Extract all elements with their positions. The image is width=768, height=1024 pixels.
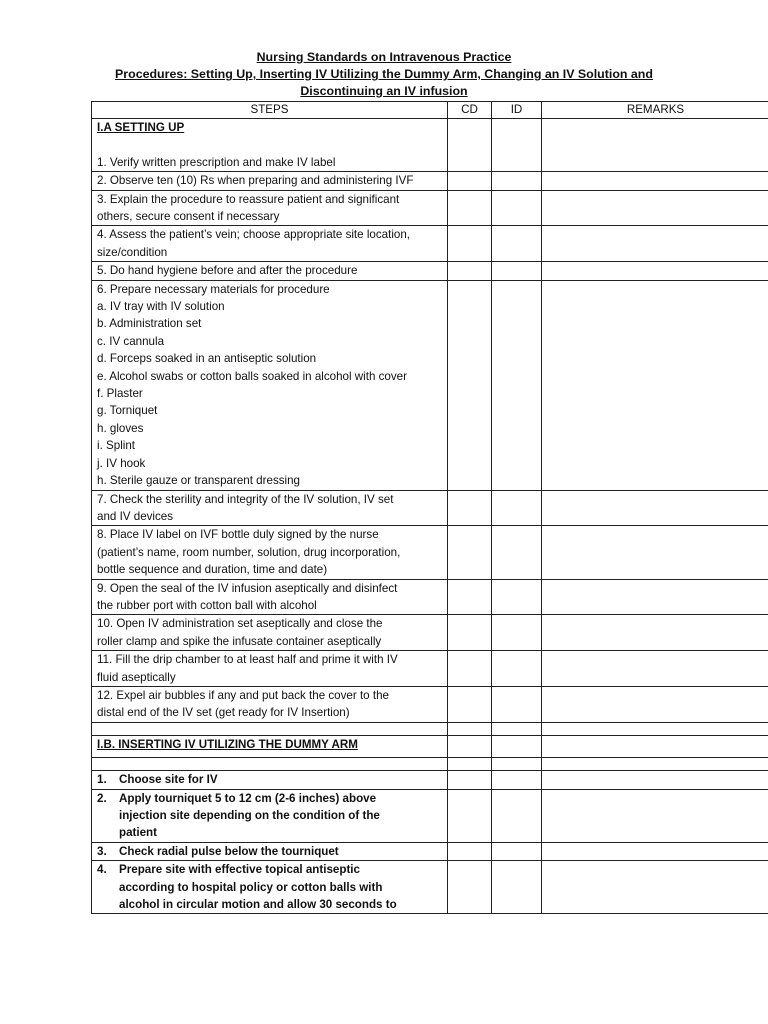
section-b-rows (92, 771, 768, 914)
step-cell (92, 119, 448, 172)
step-text: 11. Fill the drip chamber to at least half and prime it with IV (97, 653, 398, 667)
table-row (92, 579, 768, 615)
step-text: j. IV hook (97, 456, 146, 470)
step-text: 1. Verify written prescription and make IV label (97, 155, 336, 169)
id-cell[interactable] (492, 722, 542, 735)
remarks-cell[interactable] (542, 490, 768, 526)
section-heading-setting-up: I.A SETTING UP (97, 121, 185, 134)
step-text: f. Plaster (97, 387, 143, 401)
table-row (92, 615, 768, 651)
step-cell (92, 226, 448, 262)
cd-cell[interactable] (448, 771, 492, 789)
column-header-steps: STEPS (92, 102, 448, 119)
step-text: roller clamp and spike the infusate container aseptically (97, 634, 382, 648)
step-text: Prepare site with effective topical antiseptic (119, 863, 360, 877)
step-text: 5. Do hand hygiene before and after the procedure (97, 264, 358, 278)
step-text: e. Alcohol swabs or cotton balls soaked in alcohol with cover (97, 369, 407, 383)
id-cell[interactable] (492, 172, 542, 190)
cd-cell[interactable] (448, 190, 492, 226)
cd-cell[interactable] (448, 758, 492, 771)
procedures-subtitle-line-2: Discontinuing an IV infusion (300, 84, 468, 98)
table-row (92, 262, 768, 280)
step-text: b. Administration set (97, 317, 202, 331)
step-cell (92, 758, 448, 771)
step-first-line (97, 843, 442, 860)
step-text: fluid aseptically (97, 670, 176, 684)
step-text: patient (119, 826, 158, 840)
remarks-cell[interactable] (542, 735, 768, 757)
id-cell[interactable] (492, 280, 542, 490)
remarks-cell[interactable] (542, 722, 768, 735)
step-text: distal end of the IV set (get ready for IV Insertion) (97, 706, 350, 720)
id-cell[interactable] (492, 262, 542, 280)
id-cell[interactable] (492, 789, 542, 842)
step-cell (92, 280, 448, 490)
remarks-cell[interactable] (542, 758, 768, 771)
step-cell (92, 722, 448, 735)
step-text: 12. Expel air bubbles if any and put back the cover to the (97, 688, 389, 702)
table-row (92, 735, 768, 757)
cd-cell[interactable] (448, 722, 492, 735)
id-cell[interactable] (492, 842, 542, 860)
step-number: 3. (97, 844, 107, 858)
step-text: the rubber port with cotton ball with alcohol (97, 598, 317, 612)
step-cell (92, 579, 448, 615)
step-number: 1. (97, 773, 107, 787)
remarks-cell[interactable] (542, 686, 768, 722)
cd-cell[interactable] (448, 490, 492, 526)
remarks-cell[interactable] (542, 842, 768, 860)
cd-cell[interactable] (448, 119, 492, 172)
remarks-cell[interactable] (542, 172, 768, 190)
step-cell (92, 861, 448, 914)
step-cell (92, 842, 448, 860)
cd-cell[interactable] (448, 526, 492, 579)
id-cell[interactable] (492, 651, 542, 687)
step-text: size/condition (97, 245, 168, 259)
step-cell (92, 262, 448, 280)
table-row (92, 842, 768, 860)
step-cell (92, 172, 448, 190)
step-cell (92, 771, 448, 789)
remarks-cell[interactable] (542, 615, 768, 651)
cd-cell[interactable] (448, 789, 492, 842)
column-header-remarks: REMARKS (542, 102, 768, 119)
section-gap (92, 722, 768, 770)
section-a-remaining-rows (92, 172, 768, 723)
step-number: 2. (97, 791, 107, 805)
cd-cell[interactable] (448, 686, 492, 722)
table-header-row (92, 102, 768, 119)
step-first-line (97, 771, 442, 788)
table-row (92, 119, 768, 172)
checklist-table (91, 101, 768, 914)
step-number: 4. (97, 863, 107, 877)
step-text: g. Torniquet (97, 404, 158, 418)
remarks-cell[interactable] (542, 771, 768, 789)
step-text: h. Sterile gauze or transparent dressing (97, 474, 301, 488)
step-text: according to hospital policy or cotton balls with (119, 880, 383, 894)
id-cell[interactable] (492, 758, 542, 771)
cd-cell[interactable] (448, 172, 492, 190)
step-text: 4. Assess the patient’s vein; choose appropriate site location, (97, 228, 411, 242)
step-text: 8. Place IV label on IVF bottle duly signed by the nurse (97, 528, 379, 542)
step-text: others, secure consent if necessary (97, 210, 280, 224)
column-header-cd: CD (448, 102, 492, 119)
cd-cell[interactable] (448, 226, 492, 262)
remarks-cell[interactable] (542, 651, 768, 687)
table-row (92, 226, 768, 262)
step-text: h. gloves (97, 421, 144, 435)
table-row (92, 190, 768, 226)
cd-cell[interactable] (448, 280, 492, 490)
table-row (92, 771, 768, 789)
cd-cell[interactable] (448, 262, 492, 280)
id-cell[interactable] (492, 579, 542, 615)
id-cell[interactable] (492, 226, 542, 262)
step-cell (92, 490, 448, 526)
section-heading-inserting-iv: I.B. INSERTING IV UTILIZING THE DUMMY ARM (97, 737, 358, 751)
cd-cell[interactable] (448, 861, 492, 914)
table-row (92, 861, 768, 914)
cd-cell[interactable] (448, 735, 492, 757)
step-text: c. IV cannula (97, 334, 165, 348)
remarks-cell[interactable] (542, 119, 768, 172)
step-cell (92, 190, 448, 226)
section-a-rows (92, 119, 768, 172)
step-text: and IV devices (97, 509, 174, 523)
id-cell[interactable] (492, 686, 542, 722)
table-row (92, 172, 768, 190)
remarks-cell[interactable] (542, 861, 768, 914)
step-text: Apply tourniquet 5 to 12 cm (2-6 inches) above (119, 791, 377, 805)
id-cell[interactable] (492, 771, 542, 789)
procedures-subtitle-line-1: Procedures: Setting Up, Inserting IV Utilizing the Dummy Arm, Changing an IV Solution and (115, 67, 653, 81)
step-text: i. Splint (97, 439, 136, 453)
remarks-cell[interactable] (542, 226, 768, 262)
table-row (92, 526, 768, 579)
table-row (92, 789, 768, 842)
remarks-cell[interactable] (542, 280, 768, 490)
cd-cell[interactable] (448, 651, 492, 687)
step-first-line (97, 790, 442, 807)
step-cell (92, 686, 448, 722)
remarks-cell[interactable] (542, 190, 768, 226)
cd-cell[interactable] (448, 842, 492, 860)
id-cell[interactable] (492, 615, 542, 651)
remarks-cell[interactable] (542, 579, 768, 615)
table-row (92, 686, 768, 722)
id-cell[interactable] (492, 190, 542, 226)
step-text: injection site depending on the condition of the (119, 809, 380, 823)
step-text: a. IV tray with IV solution (97, 300, 225, 314)
remarks-cell[interactable] (542, 526, 768, 579)
table-row (92, 758, 768, 771)
table-row (92, 722, 768, 735)
step-text: bottle sequence and duration, time and date) (97, 563, 328, 577)
step-cell (92, 789, 448, 842)
step-text: 2. Observe ten (10) Rs when preparing and administering IVF (97, 174, 414, 188)
step-first-line (97, 861, 442, 878)
id-cell[interactable] (492, 119, 542, 172)
table-row (92, 280, 768, 490)
table-row (92, 651, 768, 687)
step-cell (92, 615, 448, 651)
step-cell (92, 526, 448, 579)
step-text: 10. Open IV administration set aseptically and close the (97, 617, 383, 631)
step-text: d. Forceps soaked in an antiseptic solution (97, 352, 317, 366)
document-title: Nursing Standards on Intravenous Practice (256, 50, 512, 64)
step-text: alcohol in circular motion and allow 30 seconds to (119, 898, 397, 912)
id-cell[interactable] (492, 861, 542, 914)
cd-cell[interactable] (448, 615, 492, 651)
step-text: Choose site for IV (119, 773, 218, 787)
step-text: 7. Check the sterility and integrity of the IV solution, IV set (97, 492, 394, 506)
column-header-id: ID (492, 102, 542, 119)
step-cell (92, 735, 448, 757)
remarks-cell[interactable] (542, 789, 768, 842)
cd-cell[interactable] (448, 579, 492, 615)
remarks-cell[interactable] (542, 262, 768, 280)
table-row (92, 490, 768, 526)
step-text: 3. Explain the procedure to reassure patient and significant (97, 192, 400, 206)
step-text: 6. Prepare necessary materials for procedure (97, 282, 330, 296)
id-cell[interactable] (492, 490, 542, 526)
step-text: 9. Open the seal of the IV infusion aseptically and disinfect (97, 581, 398, 595)
step-text: Check radial pulse below the tourniquet (119, 844, 339, 858)
step-text: (patient’s name, room number, solution, drug incorporation, (97, 545, 401, 559)
id-cell[interactable] (492, 735, 542, 757)
id-cell[interactable] (492, 526, 542, 579)
step-cell (92, 651, 448, 687)
